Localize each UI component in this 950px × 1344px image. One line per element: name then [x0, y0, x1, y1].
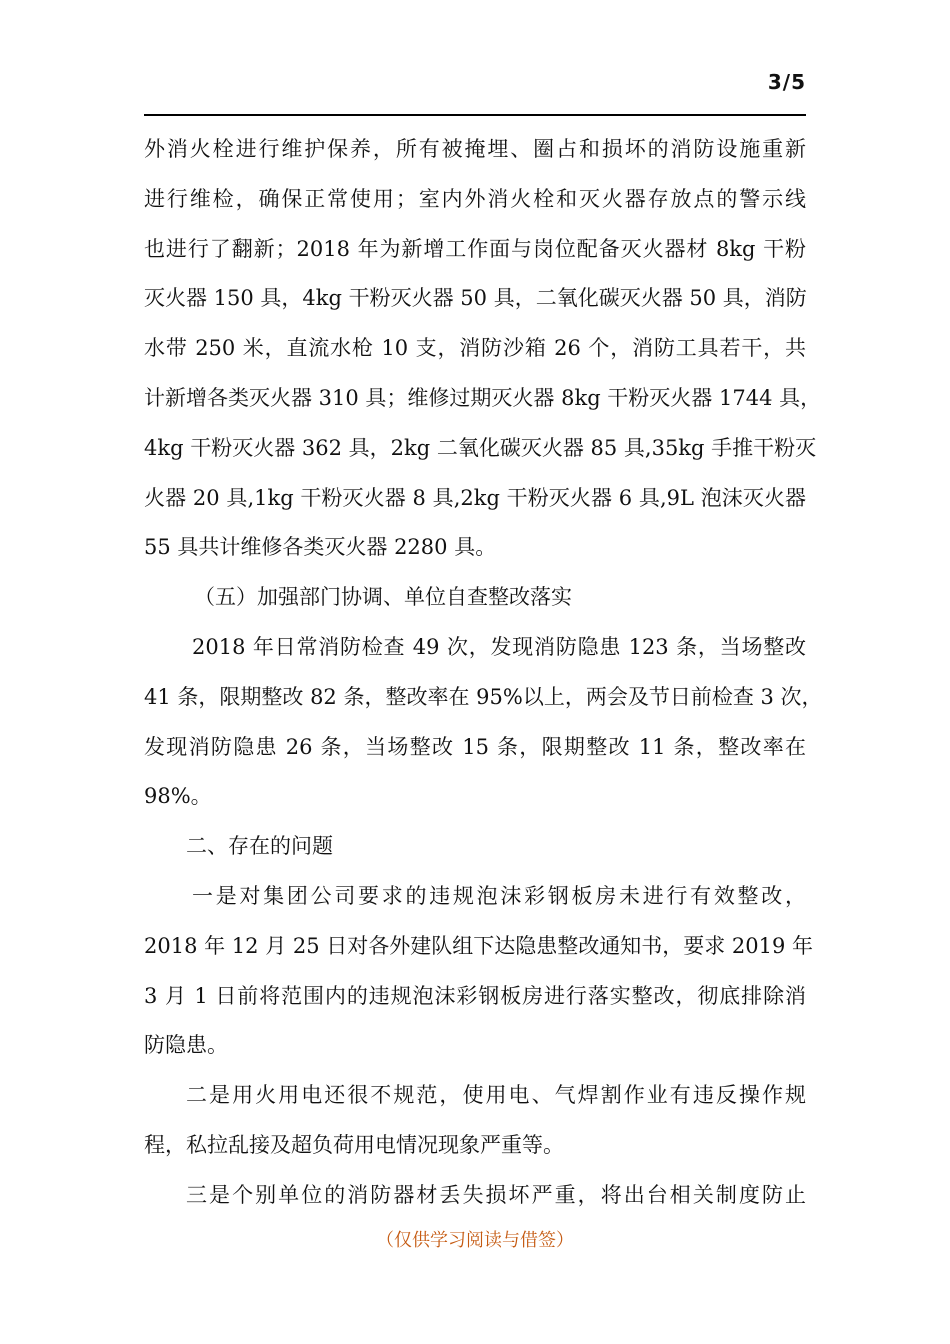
- paragraph-line: 41 条，限期整改 82 条，整改率在 95%以上，两会及节日前检查 3 次，: [144, 684, 823, 709]
- footer-note: （仅供学习阅读与借签）: [376, 1230, 574, 1251]
- paragraph-line: 一是对集团公司要求的违规泡沫彩钢板房未进行有效整改，: [192, 883, 806, 908]
- document-body: [144, 131, 823, 1227]
- paragraph-line: 灭火器 150 具，4kg 干粉灭火器 50 具，二氧化碳灭火器 50 具，消防: [144, 286, 807, 311]
- paragraph-line: 三是个别单位的消防器材丢失损坏严重，将出台相关制度防止: [186, 1182, 806, 1207]
- paragraph-line: 水带 250 米，直流水枪 10 支，消防沙箱 26 个，消防工具若干，共: [144, 336, 806, 361]
- paragraph-line: 防隐患。: [144, 1033, 228, 1058]
- paragraph-line: 计新增各类灭火器 310 具；维修过期灭火器 8kg 干粉灭火器 1744 具，: [144, 385, 822, 410]
- paragraph-line: 2018 年 12 月 25 日对各外建队组下达隐患整改通知书，要求 2019 年: [144, 933, 814, 958]
- section-heading: 二、存在的问题: [186, 834, 333, 859]
- paragraph-line: 98%。: [144, 784, 212, 809]
- paragraph-line: 发现消防隐患 26 条，当场整改 15 条，限期整改 11 条，整改率在: [144, 734, 806, 759]
- paragraph-line: 也进行了翻新；2018 年为新增工作面与岗位配备灭火器材 8kg 干粉: [144, 236, 806, 261]
- paragraph-line: 2018 年日常消防检查 49 次，发现消防隐患 123 条，当场整改: [192, 634, 806, 659]
- page-number: 3/5: [767, 70, 806, 94]
- paragraph-line: 3 月 1 日前将范围内的违规泡沫彩钢板房进行落实整改，彻底排除消: [144, 983, 806, 1008]
- paragraph-line: 4kg 干粉灭火器 362 具，2kg 二氧化碳灭火器 85 具,35kg 手推干粉灭: [144, 435, 817, 460]
- paragraph-line: 程，私拉乱接及超负荷用电情况现象严重等。: [144, 1132, 564, 1157]
- paragraph-line: 二是用火用电还很不规范，使用电、气焊割作业有违反操作规: [186, 1083, 806, 1108]
- paragraph-line: 进行维检，确保正常使用；室内外消火栓和灭火器存放点的警示线: [144, 186, 806, 211]
- paragraph-line: 55 具共计维修各类灭火器 2280 具。: [144, 535, 497, 560]
- section-heading: （五）加强部门协调、单位自查整改落实: [194, 585, 572, 610]
- paragraph-line: 火器 20 具,1kg 干粉灭火器 8 具,2kg 干粉灭火器 6 具,9L 泡沫灭火器: [144, 485, 806, 510]
- paragraph-line: 外消火栓进行维护保养，所有被掩埋、圈占和损坏的消防设施重新: [144, 137, 806, 161]
- header-divider: [144, 114, 806, 116]
